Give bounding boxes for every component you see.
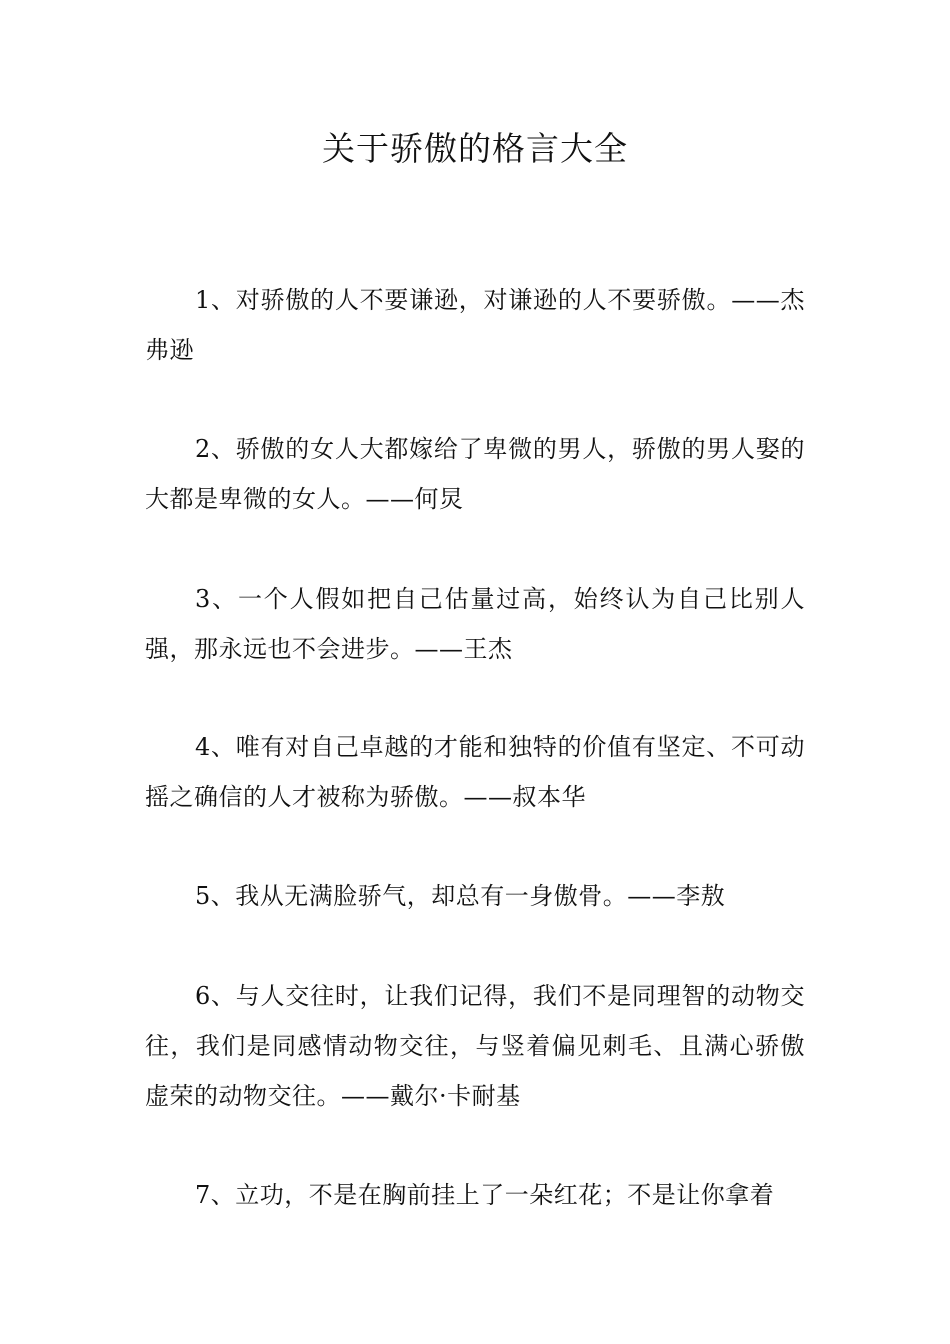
quote-4: 4、唯有对自己卓越的才能和独特的价值有坚定、不可动摇之确信的人才被称为骄傲。——叔本华 [145,733,805,811]
document-title: 关于骄傲的格言大全 [322,129,628,168]
quote-7: 7、立功，不是在胸前挂上了一朵红花；不是让你拿着 [195,1181,775,1209]
quote-5: 5、我从无满脸骄气，却总有一身傲骨。——李敖 [195,882,726,910]
quote-1: 1、对骄傲的人不要谦逊，对谦逊的人不要骄傲。——杰弗逊 [145,286,805,364]
quote-3: 3、一个人假如把自己估量过高，始终认为自己比别人强，那永远也不会进步。——王杰 [145,585,805,663]
quote-6: 6、与人交往时，让我们记得，我们不是同理智的动物交往，我们是同感情动物交往，与竖着偏见刺毛、且满心骄傲虚荣的动物交往。——戴尔·卡耐基 [145,982,805,1110]
quote-2: 2、骄傲的女人大都嫁给了卑微的男人，骄傲的男人娶的大都是卑微的女人。——何炅 [145,435,805,513]
